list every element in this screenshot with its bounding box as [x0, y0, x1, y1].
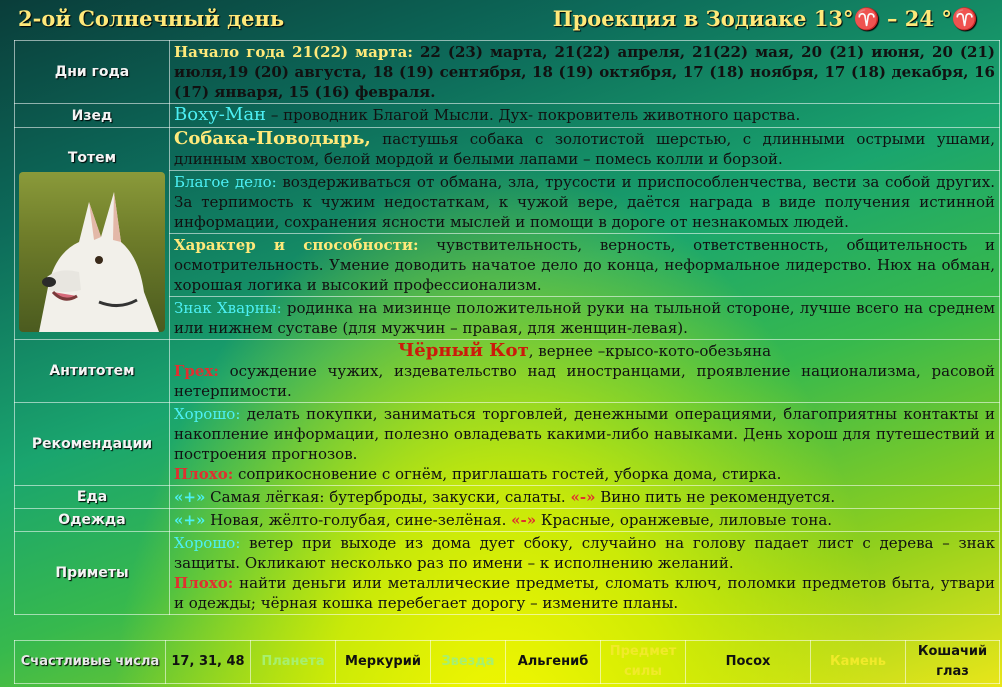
star-value: Альгениб [506, 641, 601, 684]
clothing-plus-text: Новая, жёлто-голубая, сине-зелёная. [205, 511, 512, 529]
totem-cell [170, 128, 1000, 171]
character-text: чувствительность, верность, ответственность, общительность и осмотрительность. Умение доводить начатое дело до конца, неформальное лидерство. Нюх на обман, хорошая логика и высокий профессионализм. [174, 236, 995, 294]
info-table [14, 40, 1000, 615]
sign-text: родинка на мизинце положительной руки на тыльной стороне, лучше всего на среднем или нижнем суставе (для мужчин – правая, для женщин-левая). [174, 299, 995, 337]
lucky-numbers-label: Счастливые числа [15, 641, 166, 684]
antitotem-text: , вернее –крысо-кото-обезьяна [528, 342, 772, 360]
omen-good-label: Хорошо: [174, 534, 241, 552]
sin-text: осуждение чужих, издевательство над иностранцами, проявление национализма, расовой нетерпимости. [174, 362, 995, 400]
food-plus-text: Самая лёгкая: бутерброды, закуски, салаты. [205, 488, 571, 506]
deed-cell [170, 171, 1000, 234]
bottom-row [14, 640, 1000, 684]
recommendations-cell [170, 403, 1000, 486]
rec-good-text: делать покупки, заниматься торговлей, денежными операциями, благоприятны контакты и накопление информации, полезно овладевать какими-либо навыками. День хорош для путешествий и построения прогнозов. [174, 405, 995, 463]
clothing-minus: «-» [511, 511, 537, 529]
ized-text: – проводник Благой Мысли. Дух- покровитель животного царства. [266, 106, 801, 124]
food-plus: «+» [174, 488, 206, 506]
recommendations-label: Рекомендации [15, 403, 170, 486]
food-minus: «-» [570, 488, 596, 506]
power-item-value: Посох [686, 641, 811, 684]
dog-photo [19, 172, 165, 332]
antitotem-label: Антитотем [15, 340, 170, 403]
dog-illustration [19, 172, 165, 332]
days-cell [170, 41, 1000, 104]
header [0, 0, 1002, 38]
days-label: Дни года [15, 41, 170, 104]
antitotem-cell [170, 340, 1000, 403]
ized-name: Воху-Ман [174, 104, 267, 125]
food-minus-text: Вино пить не рекомендуется. [595, 488, 836, 506]
deed-text: воздерживаться от обмана, зла, трусости и приспособленчества, вести за собой других. За терпимость к чужим недостаткам, к чужой вере, даётся награда в виде получения истинной информации, сохранения ясности мыслей и помощи в дороге от незнакомых людей. [174, 173, 995, 231]
ized-cell [170, 104, 1000, 128]
totem-label-cell [15, 128, 170, 340]
food-cell [170, 486, 1000, 509]
antitotem-name: Чёрный Кот [397, 340, 529, 361]
clothing-plus: «+» [174, 511, 206, 529]
sin-label: Грех: [174, 362, 219, 380]
omen-bad-label: Плохо: [174, 574, 234, 592]
omen-good-text: ветер при выходе из дома дует сбоку, случайно на голову падает лист с дерева – знак защиты. Окликают несколько раз по имени – к исполнению желаний. [174, 534, 995, 572]
totem-label: Тотем [67, 150, 117, 166]
omens-label: Приметы [15, 532, 170, 615]
days-lead: Начало года 21(22) марта: [174, 43, 413, 61]
rec-bad-text: соприкосновение с огнём, приглашать гостей, уборка дома, стирка. [233, 465, 782, 483]
omens-cell [170, 532, 1000, 615]
power-item-label: Предмет силы [601, 641, 686, 684]
lucky-numbers-value: 17, 31, 48 [166, 641, 251, 684]
sign-cell [170, 297, 1000, 340]
clothing-label: Одежда [15, 509, 170, 532]
totem-text: пастушья собака с золотистой шерстью, с длинными острыми ушами, длинным хвостом, белой мордой и белыми лапами – помесь колли и борзой. [174, 130, 995, 168]
clothing-minus-text: Красные, оранжевые, лиловые тона. [536, 511, 833, 529]
totem-name: Собака-Поводырь, [174, 128, 371, 149]
planet-label: Планета [251, 641, 336, 684]
stone-label: Камень [811, 641, 906, 684]
day-title: 2-ой Солнечный день [18, 6, 285, 31]
character-label: Характер и способности: [174, 236, 419, 254]
food-label: Еда [15, 486, 170, 509]
omen-bad-text: найти деньги или металлические предметы, сломать ключ, поломки предметов быта, утвари и одежды; чёрная кошка перебегает дорогу – измените планы. [174, 574, 995, 612]
star-label: Звезда [431, 641, 506, 684]
zodiac-projection: Проекция в Зодиаке 13°♈ – 24 °♈ [552, 6, 978, 31]
stone-value: Кошачий глаз [906, 641, 1000, 684]
sign-label: Знак Хварны: [174, 299, 282, 317]
rec-good-label: Хорошо: [174, 405, 241, 423]
rec-bad-label: Плохо: [174, 465, 234, 483]
ized-label: Изед [15, 104, 170, 128]
days-text: 22 (23) марта, 21(22) апреля, 21(22) мая, 20 (21) июня, 20 (21) июля,19 (20) августа, 18 (19) сентября, 18 (19) октября, 17 (18) ноября, 17 (18) декабря, 16 (17) января, 15 (16) февраля. [174, 43, 996, 101]
planet-value: Меркурий [336, 641, 431, 684]
character-cell [170, 234, 1000, 297]
deed-label: Благое дело: [174, 173, 277, 191]
clothing-cell [170, 509, 1000, 532]
